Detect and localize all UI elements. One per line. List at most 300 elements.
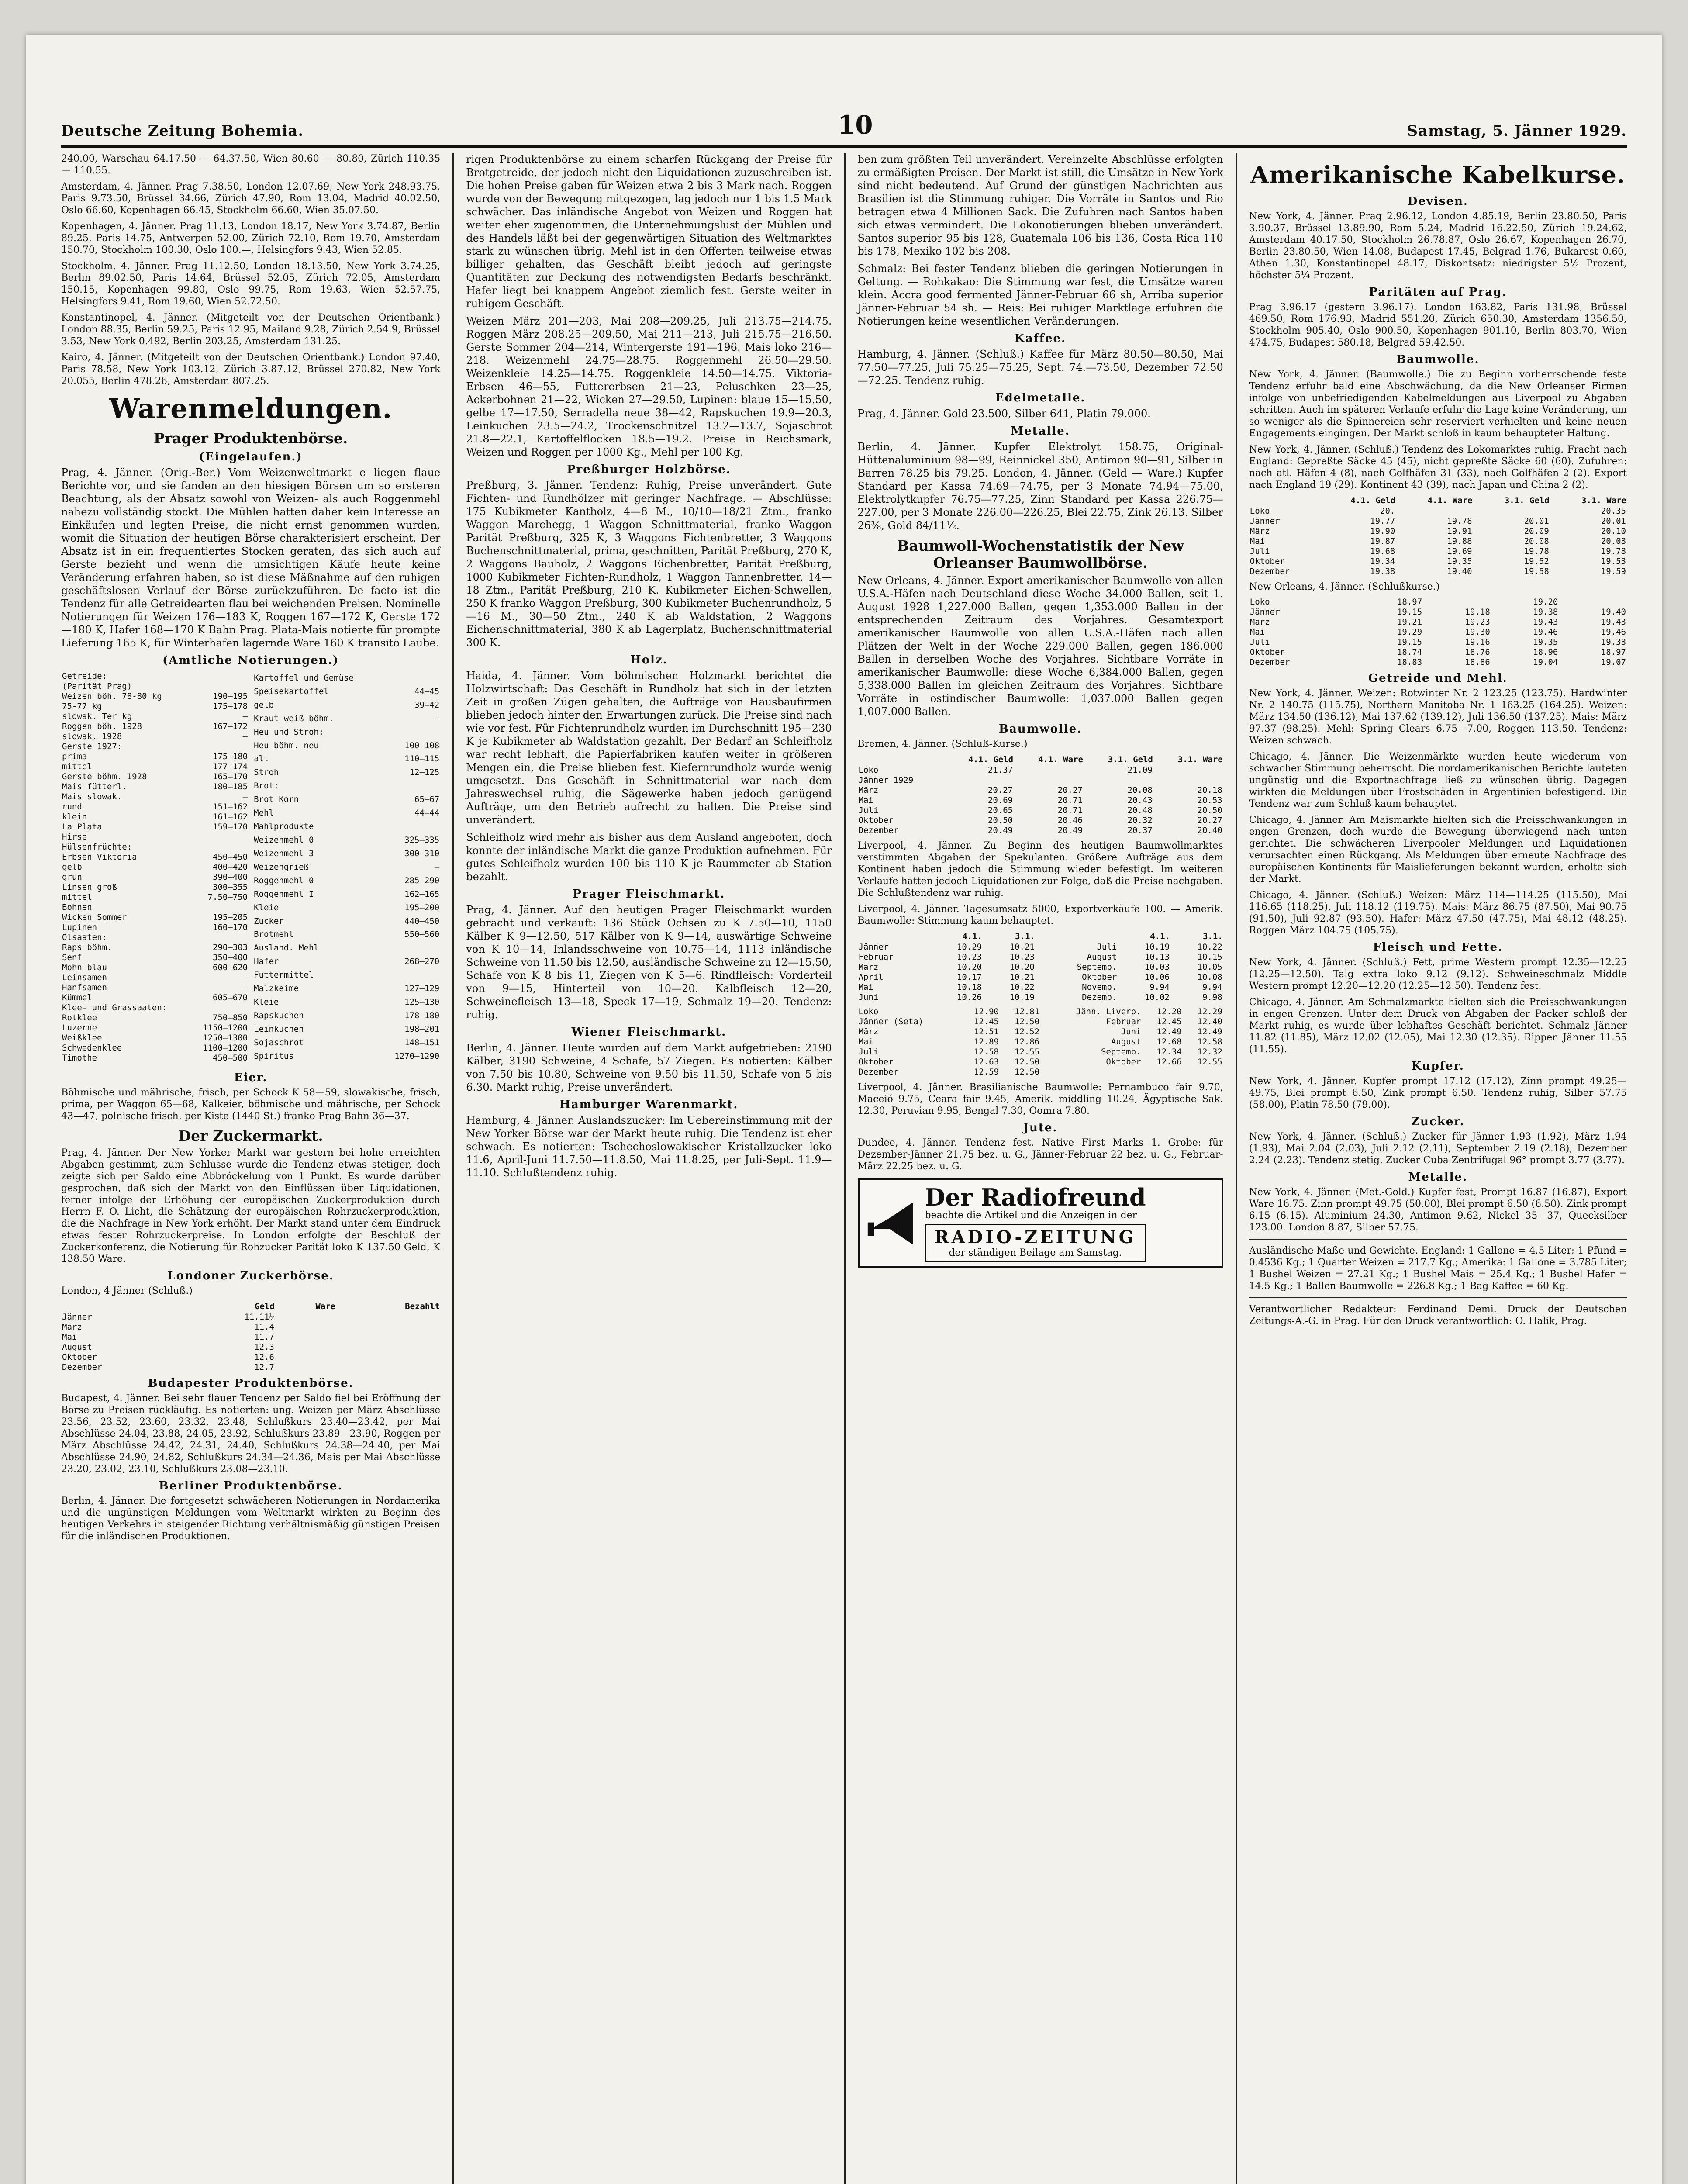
row-label: Spiritus: [254, 1051, 294, 1061]
row-label: Schwedenklee: [62, 1043, 122, 1053]
table-row: [858, 1047, 1223, 1057]
row-value: 20.65: [987, 805, 1013, 815]
hamburger-report: Hamburg, 4. Jänner. Auslandszucker: Im Uebereinstimmung mit der New Yorker Börse war der Markt heute ruhig. Die Tendenz ist eher schwach. Es notierten: Tschechoslowakischer Kristallzucker loko 11.6, April-Juni 11.7.50—11.8.50, Mai 11.8.25, per Juli-Sept. 11.9—11.10. Schlußtendenz ruhig.: [466, 1114, 832, 1179]
table-row: [253, 793, 440, 806]
table-row: [61, 681, 249, 691]
row-value: 12.63: [973, 1057, 999, 1067]
row-label: Senf: [62, 953, 82, 962]
table-row: [61, 892, 249, 902]
holz-report: Haida, 4. Jänner. Vom böhmischen Holzmarkt berichtet die Holzwirtschaft: Das Geschäft in Rundholz hat sich in der letzten Zeit in großen Zügen gehalten, die Aufträge von Hausbaufirmen blieben jedoch hinter den Erwartungen zurück. Die Preise sind nach wie vor fest. Für Fichtenrundholz wurden im Durchschnitt 195—230 K je Kubikmeter ab Waldstation gezahlt. Der Bedarf an Schleifholz war recht lebhaft, die Papierfabriken kaufen weiter in größeren Mengen ein, die Preise blieben fest. Kiefernrundholz wurde wenig umgesetzt. Das Geschäft in Schnittmaterial war nach dem Jahreswechsel ruhig, die Sägewerke haben jedoch genügend Aufträge, um den Betrieb aufrecht zu halten. Die Preise sind unverändert.: [466, 670, 832, 826]
row-label: August: [62, 1342, 92, 1352]
radio-advertisement: [858, 1178, 1223, 1268]
table-row: [253, 779, 440, 793]
row-label: mittel: [62, 892, 92, 902]
amtliche-heading: (Amtliche Notierungen.): [162, 654, 339, 667]
table-row: [253, 915, 440, 928]
row-value: 300—355: [213, 882, 248, 892]
row-value: [1014, 775, 1084, 785]
column-header: 3.1.: [1015, 932, 1035, 941]
column-header: 3.1. Geld: [1108, 755, 1153, 764]
row-value: 160—170: [213, 923, 248, 932]
row-label: 75-77 kg: [62, 702, 102, 711]
row-value: —: [242, 983, 248, 992]
edelmetalle-report: Prag, 4. Jänner. Gold 23.500, Silber 641, Platin 79.000.: [857, 408, 1151, 420]
row-value: 19.53: [1601, 556, 1626, 566]
row-label: Heu böhm. neu: [254, 740, 319, 750]
row-label: Malzkeime: [254, 984, 299, 994]
row-value: 19.58: [1524, 567, 1549, 576]
row-value: 10.26: [956, 992, 982, 1002]
table-row: [61, 993, 249, 1003]
table-row: [1249, 627, 1627, 637]
metalle-report: Berlin, 4. Jänner. Kupfer Elektrolyt 158.75, Original-Hüttenaluminium 98—99, Reinnickel 350, Antimon 90—91, Silber in Barren 78.25 bis 79.25. London, 4. Jänner. (Geld — Ware.) Kupfer Standard per Kassa 74.69—74.75, per 3 Monate 74.94—75.00, Elektrolytkupfer 76.75—77.25, Zinn Standard per Kassa 226.75—227.00, per 3 Monate 226.00—226.25, Blei 22.75, Zink 26.13. Silber 26⅜, Gold 84/11½.: [857, 441, 1223, 532]
column-header: 3.1.: [1202, 932, 1223, 941]
row-value: Juni: [1121, 1027, 1141, 1037]
kabelkurse-heading: Amerikanische Kabelkurse.: [1250, 161, 1626, 189]
row-value: [1153, 765, 1223, 775]
row-value: 20.10: [1601, 526, 1626, 536]
row-label: Juli: [858, 805, 879, 815]
row-value: 10.17: [956, 972, 982, 982]
table-row: [61, 832, 249, 842]
row-value: 19.23: [1465, 617, 1490, 627]
table-row: [61, 752, 249, 762]
table-row: [253, 1023, 440, 1036]
table-header-row: [1249, 495, 1627, 506]
row-value: 195—200: [404, 902, 440, 912]
row-label: Jänner: [1250, 607, 1280, 617]
londoner-heading: Londoner Zuckerbörse.: [167, 1269, 334, 1282]
table-row: [61, 933, 249, 943]
table-row: [253, 941, 440, 955]
table-row: [61, 953, 249, 963]
row-label: prima: [62, 752, 87, 761]
baumwoll-statistik-heading: Baumwoll-Wochenstatistik der New Orleanser Baumwollbörse.: [897, 537, 1184, 571]
row-value: 19.78: [1524, 546, 1549, 556]
row-value: 12.58: [1197, 1037, 1222, 1047]
row-value: 450—450: [213, 852, 248, 862]
table-row: [61, 722, 249, 732]
table-row: [1249, 657, 1627, 667]
row-label: (Parität Prag): [62, 681, 132, 691]
row-value: 10.21: [1009, 942, 1035, 952]
table-row: [61, 943, 249, 953]
row-label: März: [62, 1322, 82, 1332]
column-header: [1249, 495, 1319, 506]
new-orleans-table: [1249, 597, 1627, 667]
row-value: 167—172: [213, 722, 248, 731]
row-label: Rapskuchen: [254, 1011, 304, 1020]
row-value: 10.20: [956, 962, 982, 972]
row-value: 10.13: [1144, 952, 1170, 962]
row-value: 110—115: [404, 754, 440, 764]
row-value: 127—129: [404, 984, 440, 994]
row-label: Roggenmehl 0: [254, 875, 314, 885]
row-label: März: [1250, 526, 1270, 536]
row-value: 19.29: [1397, 627, 1422, 637]
liverpool-table: [858, 931, 1223, 1002]
row-value: [275, 1362, 336, 1372]
table-row: [253, 712, 440, 726]
row-value: 10.15: [1197, 952, 1222, 962]
amtliche-tables: [61, 670, 440, 1068]
row-value: 20.46: [1057, 816, 1083, 825]
row-value: 11.7: [254, 1332, 274, 1342]
row-value: 12.49: [1156, 1027, 1182, 1037]
row-label: alt: [254, 754, 269, 764]
row-label: Jänner: [858, 942, 889, 952]
fleischmarkt-heading: Prager Fleischmarkt.: [573, 888, 725, 901]
table-row: [61, 1013, 249, 1023]
row-value: 605—670: [213, 993, 248, 1002]
row-value: 12.45: [1156, 1017, 1182, 1026]
devisen-report: New York, 4. Jänner. Prag 2.96.12, London 4.85.19, Berlin 23.80.50, Paris 3.90.37, Brüssel 13.89.90, Rom 5.24, Madrid 16.22.50, Zürich 19.24.62, Amsterdam 40.17.50, Stockholm 26.78.87, Oslo 26.67, Kopenhagen 26.70, Berlin 23.80.50, Wien 14.08, Budapest 17.45, Belgrad 1.76, Bukarest 0.60, Athen 1.30, Konstantinopel 48.17, Diskontsatz: niedrigster 5½ Prozent, höchster 5¼ Prozent.: [1249, 211, 1627, 281]
table-row: [858, 775, 1223, 785]
table-row: [253, 753, 440, 766]
budapester-report: Budapest, 4. Jänner. Bei sehr flauer Tendenz per Saldo fiel bei Eröffnung der Börse zu Preisen rückläufig. Es notierten: ung. Weizen per März Abschlüsse 23.56, 23.52, 23.60, 23.32, 23.48, Schlußkurs 23.40—23.42, per Mai Abschlüsse 24.04, 23.88, 24.05, 23.92, Schlußkurs 23.89—23.90, Roggen per März Abschlüsse 24.42, 24.31, 24.40, Schlußkurs 24.38—24.40, per Mai Abschlüsse 24.90, 24.82, Schlußkurs 24.34—24.36, Mais per Mai Abschlüsse 23.20, 23.02, 23.10, Schlußkurs 23.08—23.10.: [61, 1393, 441, 1475]
row-label: März: [858, 1027, 879, 1037]
row-value: [191, 1003, 249, 1013]
row-value: [191, 902, 249, 912]
row-label: Mai: [858, 1037, 873, 1047]
row-value: 19.43: [1601, 617, 1626, 627]
baumwolle-ny-heading: Baumwolle.: [1396, 353, 1480, 366]
row-value: 12.68: [1156, 1037, 1182, 1047]
row-value: 19.38: [1601, 637, 1626, 647]
row-value: —: [242, 973, 248, 982]
table-row: [61, 822, 249, 832]
holzboerse-report: Preßburg, 3. Jänner. Tendenz: Ruhig, Preise unverändert. Gute Fichten- und Rundhölzer mit geringer Nachfrage. — Abschlüsse: 175 Kubikmeter Kantholz, 4—8 M., 10/10—18/21 Ztm., franko Waggon Marchegg, 1 Waggon Schnittmaterial, franko Waggon Parität Preßburg, 325 K, 3 Waggons Fichtenbretter, 3 Waggons Buchenschnittmaterial, prima, geschnitten, Parität Preßburg, 270 K, 2 Waggons Bauholz, 2 Waggons Eichenbretter, Parität Preßburg, 1000 Kubikmeter Fichten-Rundholz, 1 Waggon Tannenbretter, 14—18 Ztm., Parität Preßburg, 210 K. Kubikmeter Eichen-Schwellen, 250 K franko Waggon Preßburg, 300 Kubikmeter Buchenrundholz, 5—16 M., 30—50 Ztm., 240 K ab Waldstation, 2 Waggons Eichenschnittmaterial, 380 K ab Lagerplatz, Buchenschnittmaterial 300 K.: [466, 479, 832, 649]
table-row: [61, 983, 249, 993]
row-label: Brot:: [254, 781, 279, 791]
table-row: [61, 712, 249, 722]
baumwolle-ny-report: New York, 4. Jänner. (Baumwolle.) Die zu Beginn vorherrschende feste Tendenz erfuhr bald eine Abschwächung, da die New Orleanser Firmen infolge von unbefriedigenden Kabelmeldungen aus Liverpool zu Abgaben schritten. Auch im späteren Verlaufe erfuhr die Lage keine Veränderung, um so weniger als die Spinnereien sehr reserviert verhielten und keine neuen Engagements eingingen. Der Markt schloß in kaum behaupteter Haltung.: [1249, 369, 1627, 439]
row-value: 20.18: [1197, 785, 1222, 795]
separator: [1249, 1297, 1627, 1298]
table-row: [253, 671, 440, 685]
table-row: [858, 952, 1223, 962]
row-value: 20.71: [1057, 795, 1083, 805]
table-row: [1249, 546, 1627, 556]
row-value: 10.21: [1009, 972, 1035, 982]
row-value: 19.87: [1370, 536, 1395, 546]
row-value: 390—400: [213, 872, 248, 882]
row-value: [381, 779, 440, 793]
row-value: 20.69: [987, 795, 1013, 805]
row-value: [191, 681, 249, 691]
row-value: 44—45: [414, 686, 440, 696]
holz-heading: Holz.: [630, 653, 668, 667]
table-row: [858, 765, 1223, 775]
row-value: 400—420: [213, 862, 248, 872]
row-value: 12.59: [973, 1067, 999, 1077]
column-header: Ware: [315, 1302, 336, 1311]
row-label: Futtermittel: [254, 970, 314, 980]
zuckermarkt-report: Prag, 4. Jänner. Der New Yorker Markt war gestern bei hohe erreichten Abgaben gestimmt, zum Schlusse wurde die Tendenz etwas stetiger, doch zeigte sich per Saldo eine Abbröckelung von 1 Punkt. Es wurde darüber gesprochen, daß sich der Markt von den Einflüssen über Liquidationen, ferner infolge der Erhöhung der europäischen Zuckerproduktion durch Herrn F. O. Licht, die Schätzung der europäischen Rohrzuckerproduktion, die die Nachfrage in New York erhöht. Der Markt stand unter dem Eindruck etwas fester Rohrzuckerpreise. In London erfolgte der Beschluß der Zuckerkonferenz, die Notierung für Rohzucker Parität loko K 137.50 Geld, K 138.50 Ware.: [61, 1147, 441, 1265]
row-label: Mehl: [254, 808, 274, 818]
row-value: 20.50: [1197, 805, 1222, 815]
separator: [1249, 1239, 1627, 1240]
row-label: Kleie: [254, 997, 279, 1007]
table-row: [858, 826, 1223, 836]
row-value: 12.34: [1156, 1047, 1182, 1057]
row-label: Stroh: [254, 767, 279, 778]
row-value: 12.29: [1197, 1007, 1222, 1016]
row-label: Dezember: [1250, 657, 1290, 667]
row-value: 12.55: [1197, 1057, 1222, 1067]
row-value: 175—180: [213, 752, 248, 761]
row-value: [944, 775, 1014, 785]
zuckermarkt-heading: Der Zuckermarkt.: [178, 1127, 323, 1144]
row-value: 19.78: [1601, 546, 1626, 556]
row-value: 285—290: [404, 875, 440, 885]
row-label: Dezember: [1250, 567, 1290, 576]
table-row: [253, 888, 440, 901]
row-value: 750—850: [213, 1013, 248, 1023]
row-value: —: [242, 712, 248, 721]
newspaper-page: [26, 35, 1662, 2184]
ad-name-box: [925, 1224, 1146, 1262]
row-value: [275, 1332, 336, 1342]
table-row: [61, 742, 249, 752]
row-value: [275, 1352, 336, 1362]
row-value: 20.37: [1127, 826, 1153, 835]
row-value: 19.88: [1447, 536, 1472, 546]
row-label: Juli: [1250, 637, 1270, 647]
kaffee-report-cont: ben zum größten Teil unverändert. Vereinzelte Abschlüsse erfolgten zu ermäßigten Preisen. Der Markt ist still, die Umsätze in New York sind nicht bedeutend. Auf Grund der günstigen Nachrichten aus Brasilien ist die Stimmung ruhiger. Die Vorräte in Santos und Rio betragen etwa 4 Millionen Sack. Die Zufuhren nach Santos haben sich etwas vermindert. Die Lokonotierungen blieben unverändert. Santos superior 95 bis 128, Guatemala 106 bis 136, Costa Rica 110 bis 178, Mexiko 102 bis 208.: [857, 153, 1223, 257]
row-label: Timothe: [62, 1053, 97, 1063]
row-value: 1150—1200: [203, 1023, 248, 1033]
row-label: März: [858, 785, 879, 795]
row-label: Leinkuchen: [254, 1024, 304, 1034]
table-row: [1249, 647, 1627, 657]
row-label: Roggen böh. 1928: [62, 722, 142, 731]
row-value: 12.7: [254, 1362, 274, 1372]
row-value: 178—180: [404, 1011, 440, 1020]
row-value: 18.96: [1533, 647, 1558, 657]
row-label: Mais fütterl.: [62, 782, 127, 791]
masse-gewichte: Ausländische Maße und Gewichte. England: 1 Gallone = 4.5 Liter; 1 Pfund = 0.4536 Kg.; 1 Quarter Weizen = 217.7 Kg.; Amerika: 1 Gallone = 3.785 Liter; 1 Bushel Weizen = 27.21 Kg.; 1 Bushel Mais = 25.4 Kg.; 1 Bushel Hafer = 14.5 Kg.; 1 Ballen Baumwolle = 226.8 Kg.; 1 Bag Kaffee = 60 Kg.: [1249, 1245, 1627, 1292]
table-row: [1249, 556, 1627, 567]
row-value: 198—201: [404, 1024, 440, 1034]
table-row: [1249, 516, 1627, 526]
row-value: 10.19: [1009, 992, 1035, 1002]
table-row: [253, 982, 440, 995]
row-value: 12.90: [973, 1007, 999, 1016]
row-value: 20.27: [987, 785, 1013, 795]
row-label: Gerste 1927:: [62, 742, 122, 751]
row-value: 18.83: [1397, 657, 1422, 667]
row-value: 151—162: [213, 802, 248, 812]
row-value: 20.27: [1197, 816, 1222, 825]
column-3: [844, 153, 1236, 2184]
row-value: [336, 1342, 440, 1352]
row-value: 18.76: [1465, 647, 1490, 657]
row-value: 12.45: [973, 1017, 999, 1026]
row-label: Gerste böhm. 1928: [62, 772, 147, 781]
row-label: Jänner: [1250, 516, 1280, 526]
row-value: 180—185: [213, 782, 248, 791]
berliner-heading: Berliner Produktenbörse.: [159, 1479, 343, 1493]
row-value: 19.46: [1533, 627, 1558, 637]
row-value: 20.09: [1524, 526, 1549, 536]
table-row: [61, 1332, 440, 1342]
fleisch-fette-heading: Fleisch und Fette.: [1373, 941, 1503, 954]
row-value: 7.50—750: [207, 892, 248, 902]
table-row: [253, 1036, 440, 1050]
ny-schluss-report: New York, 4. Jänner. (Schluß.) Tendenz des Lokomarktes ruhig. Fracht nach England: Gepreßte Säcke 45 (45), nicht gepreßte Säcke 60 (60). Zufuhren: nach atl. Häfen 4 (8), nach Golfhäfen 31 (33), nach Golfhäfen 2 (2). Export nach England 19 (29). Kontinent 43 (39), nach Japan und China 2 (2).: [1249, 444, 1627, 491]
row-value: [381, 726, 440, 739]
metalle-ny-heading: Metalle.: [1408, 1171, 1468, 1184]
row-label: Mai: [1250, 536, 1265, 546]
row-value: 12.32: [1197, 1047, 1222, 1057]
table-row: [253, 685, 440, 698]
row-value: 20.08: [1601, 536, 1626, 546]
row-label: Zucker: [254, 916, 284, 926]
metalle-ny-report: New York, 4. Jänner. (Met.-Gold.) Kupfer fest, Prompt 16.87 (16.87), Export Ware 16.75. Zinn prompt 49.75 (50.00), Blei prompt 6.50 (6.50). Zink prompt 6.15 (6.15). Aluminium 24.30, Antimon 9.62, Nickel 35—37, Quecksilber 123.00. London 8.87, Silber 57.75.: [1249, 1187, 1627, 1233]
row-value: 20.40: [1197, 826, 1222, 835]
table-row: [61, 782, 249, 792]
row-label: Mahlprodukte: [254, 822, 314, 832]
row-label: Erbsen Viktoria: [62, 852, 137, 862]
row-label: Brot Korn: [254, 795, 299, 805]
row-value: 21.37: [987, 765, 1013, 775]
jute-heading: Jute.: [1023, 1121, 1058, 1134]
exchange-rate-paragraph: Kairo, 4. Jänner. (Mitgeteilt von der Deutschen Orientbank.) London 97.40, Paris 78.58, New York 103.12, Zürich 3.87.12, Brüssel 270.82, New York 20.055, Berlin 478.26, Amsterdam 807.25.: [61, 352, 441, 387]
metalle-heading: Metalle.: [1011, 425, 1070, 438]
table-row: [61, 1322, 440, 1332]
row-value: 20.08: [1524, 536, 1549, 546]
row-value: —: [434, 862, 440, 872]
row-value: [1473, 506, 1550, 516]
row-value: 12.50: [1014, 1067, 1040, 1077]
row-value: [1559, 597, 1627, 607]
table-row: [61, 792, 249, 802]
columns: [61, 153, 1627, 2184]
holzboerse-heading: Preßburger Holzbörse.: [566, 463, 731, 476]
row-label: Ausland. Mehl: [254, 943, 319, 953]
row-value: Juli: [1097, 942, 1117, 952]
row-label: Loko: [1250, 597, 1270, 607]
row-label: gelb: [254, 700, 274, 710]
table-row: [61, 691, 249, 702]
row-value: 161—162: [213, 812, 248, 822]
row-value: 12.81: [1014, 1007, 1040, 1016]
row-value: Dezemb.: [1082, 992, 1117, 1002]
row-value: [191, 742, 249, 752]
row-value: 19.43: [1533, 617, 1558, 627]
row-value: 20.27: [1057, 785, 1083, 795]
table-header-row: [61, 1301, 440, 1312]
row-label: Roggenmehl I: [254, 889, 314, 899]
row-value: 18.97: [1397, 597, 1422, 607]
exchange-rate-paragraph: Kopenhagen, 4. Jänner. Prag 11.13, London 18.17, New York 3.74.87, Berlin 89.25, Paris 14.75, Antwerpen 52.00, Zürich 72.10, Rom 19.70, Amsterdam 150.70, Stockholm 100.30, Oslo 100.—, Helsingfors 9.43, Wien 52.85.: [61, 221, 441, 256]
row-label: Linsen groß: [62, 882, 117, 892]
row-value: 18.86: [1465, 657, 1490, 667]
row-value: 18.97: [1601, 647, 1626, 657]
row-label: Jänner (Seta): [858, 1017, 924, 1026]
row-value: [275, 1342, 336, 1352]
column-header: 3.1. Ware: [1177, 755, 1223, 764]
row-value: 12.51: [973, 1027, 999, 1037]
ad-body: [925, 1185, 1146, 1262]
prager-produktenboerse-heading: Prager Produktenbörse.: [153, 430, 348, 447]
table-row: [61, 1033, 249, 1043]
row-value: [381, 941, 440, 955]
row-value: 12.66: [1156, 1057, 1182, 1067]
row-value: 20.32: [1127, 816, 1153, 825]
row-label: Mohn blau: [62, 963, 107, 972]
row-value: 9.94: [1202, 982, 1222, 992]
row-value: [1423, 597, 1491, 607]
row-label: Hülsenfrüchte:: [62, 842, 132, 852]
row-label: Rotklee: [62, 1013, 97, 1023]
table-row: [1249, 597, 1627, 607]
row-label: Weizengrieß: [254, 862, 309, 872]
row-value: [191, 842, 249, 852]
row-value: 10.19: [1144, 942, 1170, 952]
table-row: [253, 955, 440, 968]
row-value: 12.55: [1014, 1047, 1040, 1057]
row-label: Juni: [858, 992, 879, 1002]
row-value: 18.74: [1397, 647, 1422, 657]
row-value: [1142, 1067, 1182, 1077]
table-row: [858, 795, 1223, 805]
row-label: Kraut weiß böhm.: [254, 713, 334, 723]
chicago-mais-report: Chicago, 4. Jänner. Am Maismarkte hielten sich die Preisschwankungen in engen Grenzen, doch wurde die Bewegung überwiegend nach unten gerichtet. Die schwächeren Liverpooler Meldungen und Liquidationen verursachten einen Rückgang. Als Meldungen über erneute Nachfrage des europäischen Kontinents für Maislieferungen bekannt wurden, erholte sich der Markt.: [1249, 815, 1627, 885]
amtliche-table-left: [61, 671, 249, 1063]
row-value: 19.18: [1465, 607, 1490, 617]
column-4: [1236, 153, 1627, 2184]
row-value: 20.01: [1601, 516, 1626, 526]
row-value: 44—44: [414, 808, 440, 818]
row-value: 12.40: [1197, 1017, 1222, 1026]
paritaeten-heading: Paritäten auf Prag.: [1369, 286, 1507, 299]
row-label: Hirse: [62, 832, 87, 842]
masthead-title: Deutsche Zeitung Bohemia.: [61, 122, 304, 140]
row-label: Mai: [62, 1332, 77, 1342]
column-header: Geld: [255, 1302, 275, 1311]
row-value: 11.11¼: [244, 1312, 274, 1322]
row-value: [336, 1312, 440, 1322]
schleifholz-report: Schleifholz wird mehr als bisher aus dem Ausland angeboten, doch konnte der inländische Markt die ganze Produktion aufnehmen. Für gutes Schleifholz wurden 100 bis 110 K je Raummeter ab Station bezahlt.: [466, 831, 832, 883]
budapester-heading: Budapester Produktenbörse.: [148, 1377, 354, 1390]
row-value: 19.69: [1447, 546, 1472, 556]
table-row: [253, 1050, 440, 1063]
row-label: Mai: [858, 795, 873, 805]
exchange-rate-paragraph: Amsterdam, 4. Jänner. Prag 7.38.50, London 12.07.69, New York 248.93.75, Paris 9.73.50, Brüssel 34.66, Zürich 47.90, Rom 13.04, Madrid 40.02.50, Oslo 66.60, Kopenhagen 66.45, Stockholm 66.60, Wien 35.07.50.: [61, 181, 441, 216]
table-row: [61, 862, 249, 872]
row-value: 10.18: [956, 982, 982, 992]
row-label: Loko: [858, 1007, 879, 1016]
londoner-table: [61, 1301, 440, 1372]
loudspeaker-horn-icon: [866, 1197, 918, 1250]
zucker-ny-heading: Zucker.: [1411, 1115, 1465, 1128]
table-row: [858, 1017, 1223, 1027]
row-value: [191, 671, 249, 681]
table-row: [61, 842, 249, 852]
kupfer-report: New York, 4. Jänner. Kupfer prompt 17.12 (17.12), Zinn prompt 49.25—49.75, Blei prompt 6.50, Zink prompt 6.50. Tendenz ruhig, Silber 57.75 (58.00), Platin 78.50 (79.00).: [1249, 1076, 1627, 1110]
row-value: [1014, 765, 1084, 775]
row-value: 19.15: [1397, 637, 1422, 647]
row-label: slowak. Ter kg: [62, 712, 132, 721]
row-value: [275, 1322, 336, 1332]
row-value: 19.59: [1601, 567, 1626, 576]
row-value: 12.50: [1014, 1057, 1040, 1067]
row-label: Kartoffel und Gemüse: [254, 673, 354, 683]
table-row: [253, 766, 440, 779]
row-label: Mai: [858, 982, 873, 992]
